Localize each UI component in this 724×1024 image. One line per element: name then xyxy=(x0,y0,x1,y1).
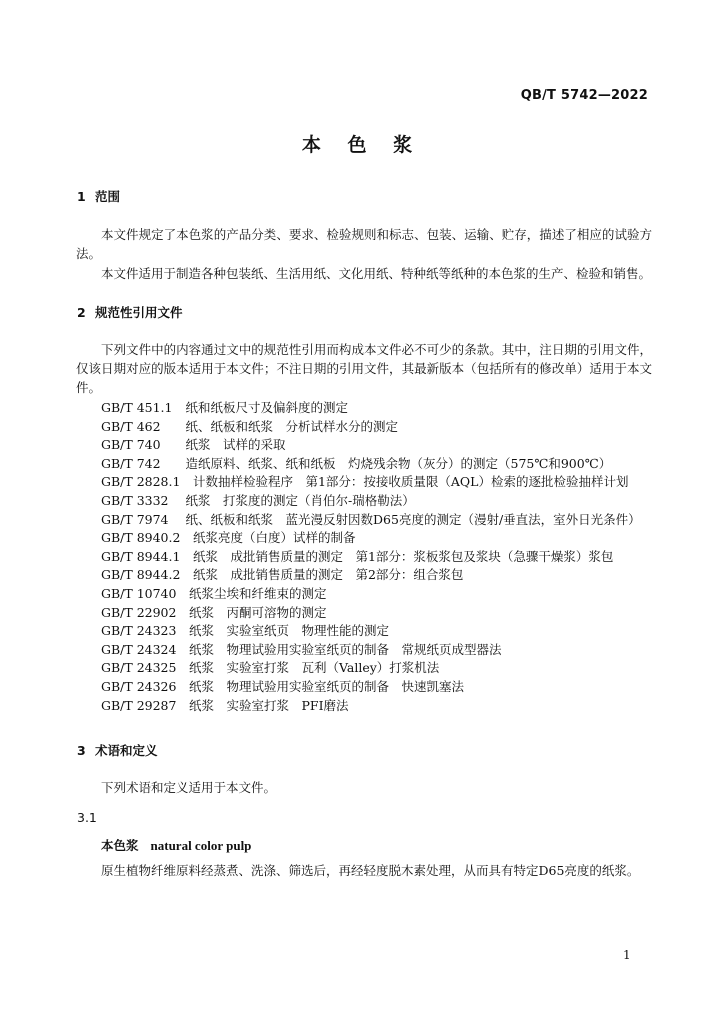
list-item xyxy=(101,473,641,492)
paragraph: 下列术语和定义适用于本文件。 xyxy=(101,780,277,795)
reference-code: GB/T 462 xyxy=(101,418,161,434)
reference-code: GB/T 2828.1 xyxy=(101,474,181,490)
reference-code: GB/T 24323 xyxy=(101,623,177,639)
list-item xyxy=(101,548,641,567)
standard-code: QB/T 5742—2022 xyxy=(520,88,648,103)
reference-code: GB/T 24325 xyxy=(101,660,177,676)
list-item xyxy=(101,604,641,623)
reference-title: 纸浆尘埃和纤维束的测定 xyxy=(188,585,327,601)
section-number: 1 xyxy=(77,189,86,204)
reference-code: GB/T 8944.2 xyxy=(101,567,181,583)
reference-title: 纸浆 试样的采取 xyxy=(185,437,286,453)
reference-title: 纸、纸板和纸浆 蓝光漫反射因数D65亮度的测定（漫射/垂直法，室外日光条件） xyxy=(185,511,641,527)
list-item xyxy=(101,399,641,418)
reference-code: GB/T 3332 xyxy=(101,492,169,508)
term-definition: 原生植物纤维原料经蒸煮、洗涤、筛选后，再经轻度脱木素处理，从而具有特定D65亮度的纸浆。 xyxy=(101,863,640,878)
list-item xyxy=(101,529,641,548)
reference-list xyxy=(101,399,641,715)
reference-title: 纸浆 实验室打浆 瓦利（Valley）打浆机法 xyxy=(188,660,440,676)
reference-title: 纸浆 成批销售质量的测定 第2部分：组合浆包 xyxy=(192,567,464,583)
reference-code: GB/T 8944.1 xyxy=(101,548,181,564)
list-item xyxy=(101,622,641,641)
reference-code: GB/T 451.1 xyxy=(101,400,173,415)
list-item xyxy=(101,492,641,511)
section-title: 术语和定义 xyxy=(95,743,158,758)
section-1-heading xyxy=(77,187,120,205)
reference-title: 纸和纸板尺寸及偏斜度的测定 xyxy=(185,400,349,415)
reference-title: 纸浆 物理试验用实验室纸页的制备 快速凯塞法 xyxy=(188,678,464,694)
paragraph: 本文件适用于制造各种包装纸、生活用纸、文化用纸、特种纸等纸种的本色浆的生产、检验和销售。 xyxy=(101,266,652,281)
list-item xyxy=(101,436,641,455)
reference-code: GB/T 8940.2 xyxy=(101,530,181,546)
paragraph: 本文件规定了本色浆的产品分类、要求、检验规则和标志、包装、运输、贮存，描述了相应的试验方法。 xyxy=(76,227,652,261)
section-number: 3 xyxy=(77,743,86,758)
reference-code: GB/T 7974 xyxy=(101,511,169,527)
list-item xyxy=(101,697,641,716)
term-english: natural color pulp xyxy=(150,838,252,853)
reference-title: 纸浆 实验室打浆 PFI磨法 xyxy=(188,697,349,713)
reference-title: 纸浆亮度（白度）试样的制备 xyxy=(192,530,356,546)
list-item xyxy=(101,641,641,660)
reference-code: GB/T 24326 xyxy=(101,678,177,694)
paragraph: 下列文件中的内容通过文中的规范性引用而构成本文件必不可少的条款。其中，注日期的引用文件，仅该日期对应的版本适用于本文件；不注日期的引用文件，其最新版本（包括所有的修改单）适用于本文件。 xyxy=(76,342,652,395)
list-item xyxy=(101,455,641,474)
term-entry xyxy=(101,836,251,854)
section-number: 2 xyxy=(77,305,86,320)
reference-title: 纸浆 丙酮可溶物的测定 xyxy=(188,604,327,620)
section-3-heading xyxy=(77,741,158,759)
list-item xyxy=(101,511,641,530)
reference-title: 造纸原料、纸浆、纸和纸板 灼烧残余物（灰分）的测定（575℃和900℃） xyxy=(185,455,612,471)
reference-title: 纸浆 实验室纸页 物理性能的测定 xyxy=(188,623,389,639)
list-item xyxy=(101,659,641,678)
reference-code: GB/T 22902 xyxy=(101,604,177,620)
term-chinese: 本色浆 xyxy=(101,838,139,853)
reference-code: GB/T 740 xyxy=(101,437,161,453)
reference-code: GB/T 10740 xyxy=(101,585,177,601)
reference-title: 纸、纸板和纸浆 分析试样水分的测定 xyxy=(185,418,399,434)
reference-code: GB/T 24324 xyxy=(101,641,177,657)
reference-title: 计数抽样检验程序 第1部分：按接收质量限（AQL）检索的逐批检验抽样计划 xyxy=(192,474,629,490)
reference-code: GB/T 29287 xyxy=(101,697,177,713)
reference-title: 纸浆 物理试验用实验室纸页的制备 常规纸页成型器法 xyxy=(188,641,502,657)
list-item xyxy=(101,418,641,437)
term-number: 3.1 xyxy=(77,810,97,825)
page-number: 1 xyxy=(623,948,631,962)
section-title: 范围 xyxy=(95,189,121,204)
list-item xyxy=(101,678,641,697)
document-title: 本 色 浆 xyxy=(301,134,423,156)
reference-code: GB/T 742 xyxy=(101,455,161,471)
reference-title: 纸浆 成批销售质量的测定 第1部分：浆板浆包及浆块（急骤干燥浆）浆包 xyxy=(192,548,614,564)
list-item xyxy=(101,585,641,604)
reference-title: 纸浆 打浆度的测定（肖伯尔-瑞格勒法） xyxy=(185,492,415,508)
list-item xyxy=(101,566,641,585)
section-title: 规范性引用文件 xyxy=(95,305,183,320)
section-2-heading xyxy=(77,303,183,321)
